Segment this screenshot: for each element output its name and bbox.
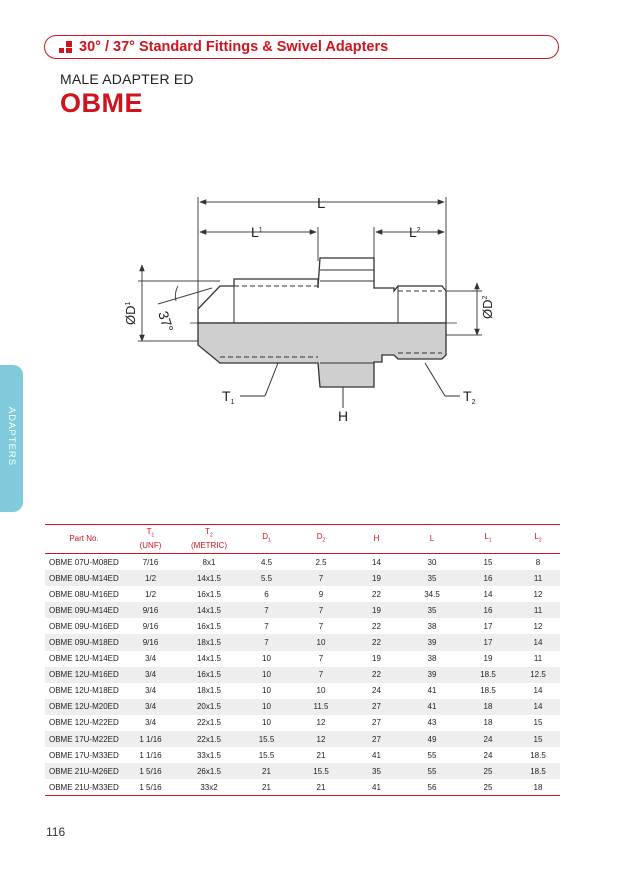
table-cell: 5.5: [240, 570, 293, 586]
table-row: [45, 747, 560, 763]
table-cell: 12.5: [516, 667, 560, 683]
table-cell: 14: [516, 699, 560, 715]
dim-l1-label: L: [251, 224, 259, 240]
table-cell: 25: [460, 763, 516, 779]
table-cell: 10: [262, 718, 271, 728]
table-cell: 15.5: [240, 731, 293, 747]
table-cell: 43: [427, 718, 437, 728]
table-row: [45, 618, 560, 634]
table-cell: 22: [349, 667, 404, 683]
table-cell: 18x1.5: [178, 634, 240, 650]
table-cell: 30: [427, 557, 437, 567]
table-cell: 14: [533, 686, 543, 696]
table-row: [45, 731, 560, 747]
table-cell: 39: [404, 634, 460, 650]
table-cell: 41: [372, 750, 381, 760]
table-cell: 22x1.5: [196, 718, 222, 728]
table-cell: 7: [293, 667, 349, 683]
table-cell: 1 5/16: [123, 763, 178, 779]
table-cell: 21: [293, 779, 349, 796]
banner-title: 30° / 37° Standard Fittings & Swivel Adapters: [79, 39, 389, 55]
dim-l2-label: L: [409, 224, 417, 240]
table-row: [45, 570, 560, 586]
col-header-t2: $T_2$ (METRIC): [191, 527, 227, 550]
table-cell: 11.5: [293, 699, 349, 715]
table-cell: 26x1.5: [178, 763, 240, 779]
side-tab-label: ADAPTERS: [6, 406, 17, 467]
table-cell: 35: [349, 763, 404, 779]
table-cell: 14x1.5: [178, 602, 240, 618]
table-cell: 10: [262, 654, 271, 664]
table-cell: 22: [349, 634, 404, 650]
table-cell: 18.5: [460, 667, 516, 683]
table-cell: 9/16: [123, 602, 178, 618]
thread-t2-label: T: [463, 388, 472, 404]
table-cell: 39: [404, 667, 460, 683]
table-cell: 21: [240, 763, 293, 779]
svg-text:L2: [409, 224, 421, 240]
table-cell: 10: [240, 667, 293, 683]
table-cell: 12: [533, 621, 543, 631]
squares-icon: [59, 41, 73, 53]
table-cell: 7/16: [142, 557, 159, 567]
table-cell: 41: [349, 779, 404, 796]
table-cell: 19: [349, 570, 404, 586]
part-number-cell: OBME 17U-M22ED: [45, 731, 123, 747]
table-cell: 55: [427, 750, 437, 760]
table-cell: 11: [516, 570, 560, 586]
table-cell: 1 1/16: [139, 750, 162, 760]
col-header-l: L: [429, 534, 435, 543]
table-cell: 15: [533, 718, 543, 728]
table-cell: 17: [460, 634, 516, 650]
table-cell: 1 5/16: [123, 779, 178, 796]
hex-h-label: H: [338, 408, 349, 424]
table-cell: 16: [460, 570, 516, 586]
table-cell: 10: [316, 686, 326, 696]
table-cell: 16x1.5: [196, 589, 222, 599]
part-number-cell: OBME 09U-M16ED: [49, 621, 119, 631]
table-cell: 16: [460, 602, 516, 618]
table-cell: 8: [535, 557, 541, 567]
table-cell: 16x1.5: [196, 621, 222, 631]
table-header-row: [45, 525, 560, 554]
table-cell: 38: [427, 654, 437, 664]
part-number-cell: OBME 12U-M18ED: [49, 686, 119, 696]
table-row: [45, 683, 560, 699]
table-cell: 3/4: [123, 699, 178, 715]
table-cell: 24: [372, 686, 381, 696]
thread-t1-sub: 1: [230, 399, 235, 406]
table-cell: 18: [516, 779, 560, 796]
table-cell: 8x1: [202, 557, 216, 567]
table-cell: 41: [404, 699, 460, 715]
table-cell: 18.5: [480, 686, 496, 696]
svg-text:T1: [222, 388, 235, 406]
col-header-part-no: Part No.: [69, 534, 99, 543]
dim-l2-sub: 2: [416, 227, 421, 234]
table-cell: 2.5: [315, 557, 327, 567]
table-cell: 11: [516, 602, 560, 618]
table-cell: 7: [318, 654, 324, 664]
table-cell: 55: [404, 763, 460, 779]
table-row: [45, 602, 560, 618]
dim-d1-sub: 1: [125, 301, 132, 306]
table-cell: 27: [372, 718, 381, 728]
table-cell: 25: [460, 779, 516, 796]
table-cell: 15: [483, 557, 493, 567]
side-tab-adapters[interactable]: [0, 365, 23, 512]
table-row: [45, 763, 560, 779]
dim-d2-label: ØD: [480, 299, 495, 319]
table-cell: 7: [318, 621, 324, 631]
table-cell: 35: [404, 602, 460, 618]
svg-text:ØD2: [480, 296, 495, 320]
table-row: [45, 779, 560, 796]
dim-l1-sub: 1: [258, 227, 263, 234]
part-number-cell: OBME 08U-M16ED: [49, 589, 119, 599]
table-cell: 35: [404, 570, 460, 586]
spec-table: [45, 524, 560, 796]
svg-text:L1: [251, 224, 263, 240]
table-cell: 38: [427, 621, 437, 631]
table-cell: 1/2: [144, 589, 157, 599]
table-cell: 9/16: [142, 621, 159, 631]
table-row: [45, 699, 560, 715]
table-cell: 3/4: [123, 667, 178, 683]
dim-l-label: L: [317, 195, 326, 212]
dim-d2-sub: 2: [482, 295, 489, 300]
table-cell: 12: [293, 731, 349, 747]
technical-drawing: [120, 185, 500, 430]
part-number-cell: OBME 17U-M33ED: [49, 750, 119, 760]
table-row: [45, 634, 560, 650]
part-number-cell: OBME 09U-M14ED: [45, 602, 123, 618]
table-cell: 24: [483, 750, 493, 760]
table-cell: 24: [460, 731, 516, 747]
col-header-t1: $T_1$ (UNF): [139, 527, 162, 550]
table-cell: 14x1.5: [196, 654, 222, 664]
table-cell: 9: [318, 589, 324, 599]
table-cell: 21: [316, 750, 326, 760]
table-cell: 12: [533, 589, 543, 599]
svg-text:ØD1: [123, 302, 138, 326]
table-cell: 14: [483, 589, 493, 599]
table-cell: 22: [372, 621, 381, 631]
dim-d1-label: ØD: [123, 305, 138, 325]
product-title: OBME: [60, 88, 143, 118]
table-cell: 10: [262, 686, 271, 696]
table-cell: 18: [483, 718, 493, 728]
svg-text:T2: [463, 388, 476, 406]
table-cell: 41: [427, 686, 437, 696]
page-number: 116: [46, 825, 66, 839]
table-cell: 3/4: [144, 654, 157, 664]
table-cell: 3/4: [144, 718, 157, 728]
table-cell: 18.5: [530, 750, 546, 760]
table-cell: 7: [240, 602, 293, 618]
part-number-cell: OBME 12U-M16ED: [45, 667, 123, 683]
table-cell: 18: [460, 699, 516, 715]
table-cell: 34.5: [424, 589, 440, 599]
table-cell: 7: [293, 570, 349, 586]
table-cell: 21: [240, 779, 293, 796]
table-cell: 22x1.5: [178, 731, 240, 747]
thread-t1-label: T: [222, 388, 231, 404]
table-cell: 7: [264, 621, 269, 631]
table-cell: 56: [404, 779, 460, 796]
part-number-cell: OBME 09U-M18ED: [45, 634, 123, 650]
table-cell: 12: [316, 718, 326, 728]
table-row: [45, 667, 560, 683]
table-row: [45, 715, 560, 731]
table-cell: 4.5: [260, 557, 273, 567]
col-header-l1: $L_1$: [484, 532, 492, 544]
part-number-cell: OBME 12U-M14ED: [49, 654, 119, 664]
table-cell: 9/16: [123, 634, 178, 650]
angle-label: 37°: [155, 308, 177, 335]
table-cell: 14x1.5: [178, 570, 240, 586]
table-cell: 6: [264, 589, 269, 599]
product-subtitle: MALE ADAPTER ED: [60, 71, 194, 87]
table-cell: 11: [533, 654, 543, 664]
table-cell: 7: [293, 602, 349, 618]
table-row: [45, 651, 560, 667]
section-banner: [44, 35, 559, 59]
part-number-cell: OBME 08U-M14ED: [45, 570, 123, 586]
table-cell: 14: [516, 634, 560, 650]
table-cell: 1 1/16: [123, 731, 178, 747]
spec-table-body: [45, 554, 560, 796]
col-header-d2: $D_2$: [316, 532, 326, 544]
col-header-d1: $D_1$: [262, 532, 271, 544]
table-row: [45, 554, 560, 571]
table-cell: 49: [404, 731, 460, 747]
table-cell: 19: [372, 654, 381, 664]
table-cell: 18.5: [516, 763, 560, 779]
table-cell: 10: [240, 699, 293, 715]
table-cell: 27: [349, 731, 404, 747]
col-header-l2: $L_2$: [534, 532, 542, 544]
table-cell: 15: [516, 731, 560, 747]
table-cell: 19: [483, 654, 493, 664]
table-cell: 27: [349, 699, 404, 715]
table-row: [45, 586, 560, 602]
table-cell: 22: [372, 589, 381, 599]
table-cell: 19: [349, 602, 404, 618]
col-header-h: H: [373, 534, 380, 543]
part-number-cell: OBME 21U-M26ED: [45, 763, 123, 779]
thread-t2-sub: 2: [471, 399, 476, 406]
table-cell: 3/4: [144, 686, 157, 696]
table-cell: 17: [483, 621, 493, 631]
table-cell: 1/2: [123, 570, 178, 586]
table-cell: 16x1.5: [178, 667, 240, 683]
part-number-cell: OBME 12U-M20ED: [45, 699, 123, 715]
table-cell: 15.5: [258, 750, 275, 760]
table-cell: 20x1.5: [178, 699, 240, 715]
table-cell: 7: [240, 634, 293, 650]
table-cell: 33x1.5: [196, 750, 222, 760]
table-cell: 14: [372, 557, 381, 567]
part-number-cell: OBME 07U-M08ED: [49, 557, 119, 567]
part-number-cell: OBME 21U-M33ED: [45, 779, 123, 796]
table-cell: 18x1.5: [196, 686, 222, 696]
table-cell: 33x2: [178, 779, 240, 796]
part-number-cell: OBME 12U-M22ED: [49, 718, 119, 728]
table-cell: 10: [293, 634, 349, 650]
table-cell: 15.5: [293, 763, 349, 779]
